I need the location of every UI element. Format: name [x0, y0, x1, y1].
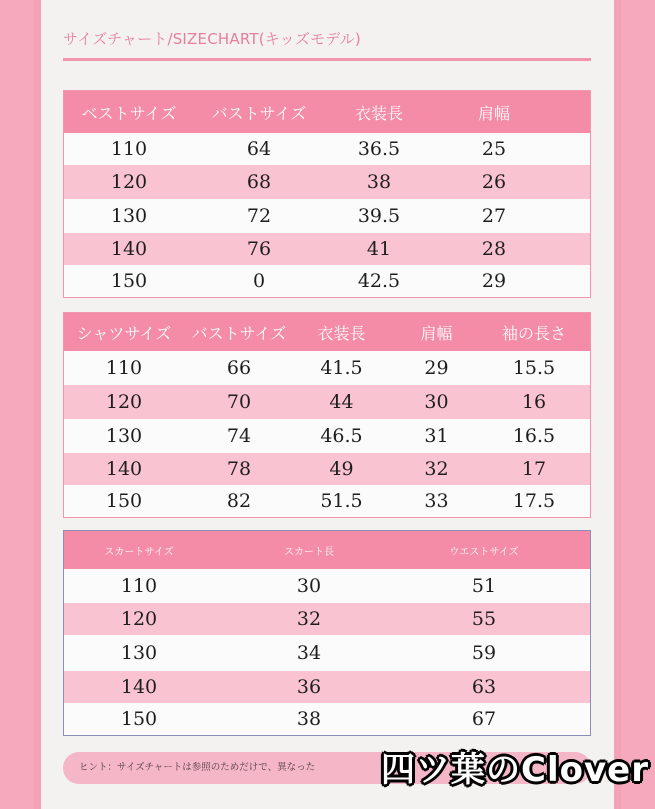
table-cell: 29: [481, 270, 507, 292]
table-cell: 16.5: [512, 425, 556, 447]
table-cell: 150: [120, 708, 158, 730]
table-cell: 39.5: [357, 205, 401, 227]
table-cell: 150: [105, 490, 143, 512]
header-cell: 肩幅: [420, 323, 453, 343]
shirt-size-table: [63, 312, 591, 518]
table-header-row: [64, 91, 590, 133]
table-cell: 27: [481, 205, 507, 227]
page-title: サイズチャート/SIZECHART(キッズモデル): [63, 30, 361, 48]
table-cell: 72: [246, 205, 272, 227]
table-cell: 67: [471, 708, 497, 730]
table-cell: 120: [110, 171, 148, 193]
table-cell: 66: [226, 357, 252, 379]
table-cell: 32: [296, 608, 322, 630]
table-cell: 0: [252, 270, 266, 292]
vest-size-table: [63, 90, 591, 298]
table-cell: 110: [105, 357, 143, 379]
header-cell: バストサイズ: [191, 323, 287, 343]
table-cell: 110: [110, 138, 148, 160]
table-cell: 16: [521, 391, 547, 413]
table-row: [64, 133, 590, 165]
table-cell: 51.5: [320, 490, 363, 512]
header-cell: 衣装長: [354, 103, 403, 123]
table-cell: 68: [246, 171, 272, 193]
header-cell: ウエストサイズ: [449, 546, 519, 558]
table-row: [64, 233, 590, 265]
table-row: [64, 265, 590, 297]
size-hint-note: ヒント：サイズチャートは参照のためだけで、異なった: [63, 752, 591, 784]
table-cell: 36: [296, 676, 322, 698]
table-cell: 70: [226, 391, 252, 413]
table-cell: 74: [226, 425, 252, 447]
table-header-row: [64, 313, 590, 351]
header-cell: 衣装長: [317, 323, 366, 343]
table-cell: 130: [110, 205, 148, 227]
table-row: [64, 703, 590, 735]
table-cell: 46.5: [320, 425, 363, 447]
table-cell: 26: [481, 171, 507, 193]
table-cell: 49: [329, 458, 354, 480]
table-cell: 44: [329, 391, 354, 413]
table-cell: 140: [120, 676, 158, 698]
table-cell: 28: [481, 238, 507, 260]
table-cell: 31: [424, 425, 449, 447]
header-cell: シャツサイズ: [76, 323, 172, 343]
table-row: [64, 199, 590, 233]
table-cell: 76: [246, 238, 272, 260]
table-cell: 51: [471, 575, 497, 597]
table-cell: 55: [471, 608, 497, 630]
table-cell: 25: [481, 138, 507, 160]
header-cell: ベストサイズ: [81, 103, 177, 123]
size-chart-page: [34, 0, 621, 809]
table-cell: 150: [110, 270, 148, 292]
table-cell: 36.5: [357, 138, 401, 160]
table-cell: 17: [521, 458, 547, 480]
table-row: [64, 485, 590, 517]
header-cell: スカートサイズ: [104, 546, 174, 558]
table-cell: 120: [120, 608, 158, 630]
header-cell: 袖の長さ: [501, 323, 566, 343]
table-row: [64, 569, 590, 603]
header-cell: スカート長: [284, 546, 334, 558]
table-header-row: [64, 531, 590, 569]
table-cell: 64: [246, 138, 272, 160]
table-cell: 30: [424, 391, 449, 413]
table-cell: 130: [120, 642, 158, 664]
table-cell: 82: [226, 490, 252, 512]
table-row: [64, 603, 590, 635]
table-cell: 38: [366, 171, 392, 193]
table-cell: 42.5: [357, 270, 401, 292]
table-cell: 140: [105, 458, 143, 480]
table-cell: 63: [471, 676, 497, 698]
table-cell: 140: [110, 238, 148, 260]
table-cell: 17.5: [512, 490, 556, 512]
shop-watermark: 四ツ葉のClover: [381, 750, 649, 790]
table-cell: 59: [471, 642, 497, 664]
header-cell: バストサイズ: [211, 103, 307, 123]
table-row: [64, 671, 590, 703]
skirt-size-table: [63, 530, 591, 736]
table-row: [64, 385, 590, 419]
table-cell: 32: [424, 458, 449, 480]
table-cell: 38: [296, 708, 322, 730]
table-row: [64, 165, 590, 199]
table-cell: 41: [366, 238, 392, 260]
table-cell: 41.5: [320, 357, 363, 379]
table-cell: 15.5: [512, 357, 556, 379]
table-cell: 110: [120, 575, 158, 597]
table-row: [64, 351, 590, 385]
table-cell: 30: [296, 575, 322, 597]
table-cell: 130: [105, 425, 143, 447]
table-cell: 29: [424, 357, 449, 379]
table-cell: 120: [105, 391, 143, 413]
table-cell: 34: [296, 642, 322, 664]
title-divider: [63, 58, 591, 61]
table-row: [64, 635, 590, 671]
table-cell: 78: [226, 458, 252, 480]
table-row: [64, 419, 590, 453]
table-cell: 33: [424, 490, 449, 512]
table-row: [64, 453, 590, 485]
header-cell: 肩幅: [477, 103, 510, 123]
